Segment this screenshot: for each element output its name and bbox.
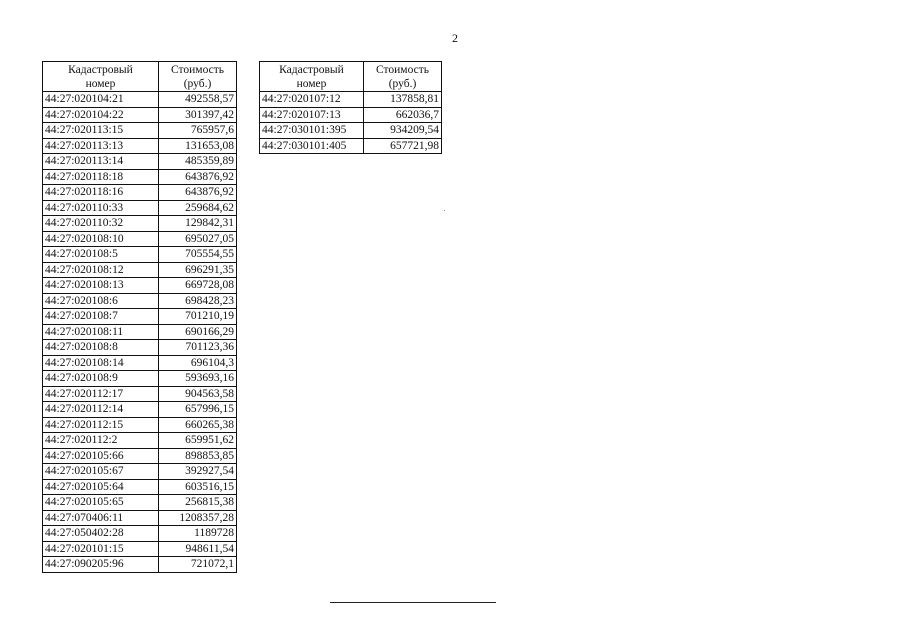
table-header-row [260, 62, 442, 92]
table-row [43, 526, 237, 542]
header-cadastral-line2: номер [296, 77, 327, 90]
cadastral-number-cell: 44:27:020104:21 [43, 92, 159, 108]
table-row [43, 402, 237, 418]
cadastral-number-cell: 44:27:020118:16 [43, 185, 159, 201]
cadastral-number-cell: 44:27:020101:15 [43, 541, 159, 557]
page-number: 2 [452, 31, 458, 45]
table-row [260, 138, 442, 154]
cost-cell: 137858,81 [364, 92, 442, 108]
cost-cell: 129842,31 [159, 216, 237, 232]
cost-cell: 948611,54 [159, 541, 237, 557]
table-row [43, 495, 237, 511]
table-row [43, 123, 237, 139]
cost-cell: 696291,35 [159, 262, 237, 278]
header-cost-line1: Стоимость [171, 63, 224, 76]
header-cost [364, 62, 442, 92]
cost-cell: 1208357,28 [159, 510, 237, 526]
table-row [43, 371, 237, 387]
table-row [43, 107, 237, 123]
cadastral-number-cell: 44:27:020108:14 [43, 355, 159, 371]
cost-cell: 657721,98 [364, 138, 442, 154]
cost-cell: 669728,08 [159, 278, 237, 294]
table-row [43, 541, 237, 557]
cost-cell: 657996,15 [159, 402, 237, 418]
cost-cell: 256815,38 [159, 495, 237, 511]
table-row [260, 123, 442, 139]
table-row [43, 386, 237, 402]
table-row [43, 262, 237, 278]
table-row [260, 92, 442, 108]
table-row [43, 216, 237, 232]
scan-speck [444, 210, 445, 211]
table-row [43, 185, 237, 201]
cadastral-number-cell: 44:27:020110:33 [43, 200, 159, 216]
table-row [260, 107, 442, 123]
cost-cell: 492558,57 [159, 92, 237, 108]
cadastral-number-cell: 44:27:020110:32 [43, 216, 159, 232]
header-cadastral-line2: номер [85, 77, 116, 90]
cadastral-number-cell: 44:27:020107:13 [260, 107, 364, 123]
cadastral-number-cell: 44:27:020108:13 [43, 278, 159, 294]
table-row [43, 355, 237, 371]
cost-cell: 690166,29 [159, 324, 237, 340]
table-row [43, 464, 237, 480]
header-cost-line1: Стоимость [376, 63, 429, 76]
cadastral-number-cell: 44:27:020105:66 [43, 448, 159, 464]
cadastral-number-cell: 44:27:020104:22 [43, 107, 159, 123]
cadastral-number-cell: 44:27:020118:18 [43, 169, 159, 185]
table-row [43, 293, 237, 309]
table-row [43, 324, 237, 340]
header-cadastral-line1: Кадастровый [279, 63, 344, 76]
header-cost-line2: (руб.) [183, 77, 212, 90]
left-table-body [43, 92, 237, 573]
cadastral-number-cell: 44:27:020105:64 [43, 479, 159, 495]
cost-cell: 643876,92 [159, 185, 237, 201]
cadastral-number-cell: 44:27:030101:395 [260, 123, 364, 139]
header-cost-line2: (руб.) [388, 77, 417, 90]
cadastral-number-cell: 44:27:020108:11 [43, 324, 159, 340]
table-row [43, 200, 237, 216]
cost-cell: 660265,38 [159, 417, 237, 433]
cost-cell: 593693,16 [159, 371, 237, 387]
cadastral-number-cell: 44:27:020112:15 [43, 417, 159, 433]
table-row [43, 479, 237, 495]
cost-cell: 898853,85 [159, 448, 237, 464]
cost-cell: 485359,89 [159, 154, 237, 170]
cost-cell: 695027,05 [159, 231, 237, 247]
cost-cell: 701210,19 [159, 309, 237, 325]
table-row [43, 231, 237, 247]
cadastral-number-cell: 44:27:020112:17 [43, 386, 159, 402]
cadastral-number-cell: 44:27:020113:13 [43, 138, 159, 154]
footer-divider-line [330, 602, 496, 603]
table-row [43, 247, 237, 263]
cadastral-number-cell: 44:27:020112:2 [43, 433, 159, 449]
cost-cell: 603516,15 [159, 479, 237, 495]
table-row [43, 510, 237, 526]
cost-cell: 301397,42 [159, 107, 237, 123]
cost-cell: 392927,54 [159, 464, 237, 480]
table-row [43, 278, 237, 294]
cadastral-number-cell: 44:27:020108:7 [43, 309, 159, 325]
cadastral-number-cell: 44:27:020108:12 [43, 262, 159, 278]
cadastral-number-cell: 44:27:020112:14 [43, 402, 159, 418]
cost-cell: 662036,7 [364, 107, 442, 123]
cadastral-table-left [42, 61, 237, 573]
table-row [43, 138, 237, 154]
cadastral-number-cell: 44:27:020105:65 [43, 495, 159, 511]
cost-cell: 904563,58 [159, 386, 237, 402]
cadastral-number-cell: 44:27:020108:9 [43, 371, 159, 387]
cadastral-number-cell: 44:27:020113:14 [43, 154, 159, 170]
cadastral-number-cell: 44:27:020108:5 [43, 247, 159, 263]
cadastral-number-cell: 44:27:020107:12 [260, 92, 364, 108]
header-cadastral-line1: Кадастровый [68, 63, 133, 76]
table-header-row [43, 62, 237, 92]
cadastral-number-cell: 44:27:020108:6 [43, 293, 159, 309]
cost-cell: 1189728 [159, 526, 237, 542]
cadastral-number-cell: 44:27:020108:8 [43, 340, 159, 356]
table-row [43, 340, 237, 356]
table-row [43, 92, 237, 108]
cadastral-number-cell: 44:27:020108:10 [43, 231, 159, 247]
cost-cell: 721072,1 [159, 557, 237, 573]
table-row [43, 154, 237, 170]
cost-cell: 259684,62 [159, 200, 237, 216]
cost-cell: 934209,54 [364, 123, 442, 139]
right-table-body [260, 92, 442, 154]
table-row [43, 557, 237, 573]
table-row [43, 417, 237, 433]
cadastral-table-right [259, 61, 442, 154]
cadastral-number-cell: 44:27:050402:28 [43, 526, 159, 542]
header-cadastral-number [43, 62, 159, 92]
cost-cell: 765957,6 [159, 123, 237, 139]
cadastral-number-cell: 44:27:030101:405 [260, 138, 364, 154]
cost-cell: 698428,23 [159, 293, 237, 309]
cost-cell: 659951,62 [159, 433, 237, 449]
header-cost [159, 62, 237, 92]
cost-cell: 696104,3 [159, 355, 237, 371]
cadastral-number-cell: 44:27:020105:67 [43, 464, 159, 480]
cadastral-number-cell: 44:27:090205:96 [43, 557, 159, 573]
cadastral-number-cell: 44:27:070406:11 [43, 510, 159, 526]
cost-cell: 643876,92 [159, 169, 237, 185]
table-row [43, 309, 237, 325]
cost-cell: 705554,55 [159, 247, 237, 263]
table-row [43, 169, 237, 185]
header-cadastral-number [260, 62, 364, 92]
cost-cell: 131653,08 [159, 138, 237, 154]
table-row [43, 433, 237, 449]
table-row [43, 448, 237, 464]
cadastral-number-cell: 44:27:020113:15 [43, 123, 159, 139]
cost-cell: 701123,36 [159, 340, 237, 356]
